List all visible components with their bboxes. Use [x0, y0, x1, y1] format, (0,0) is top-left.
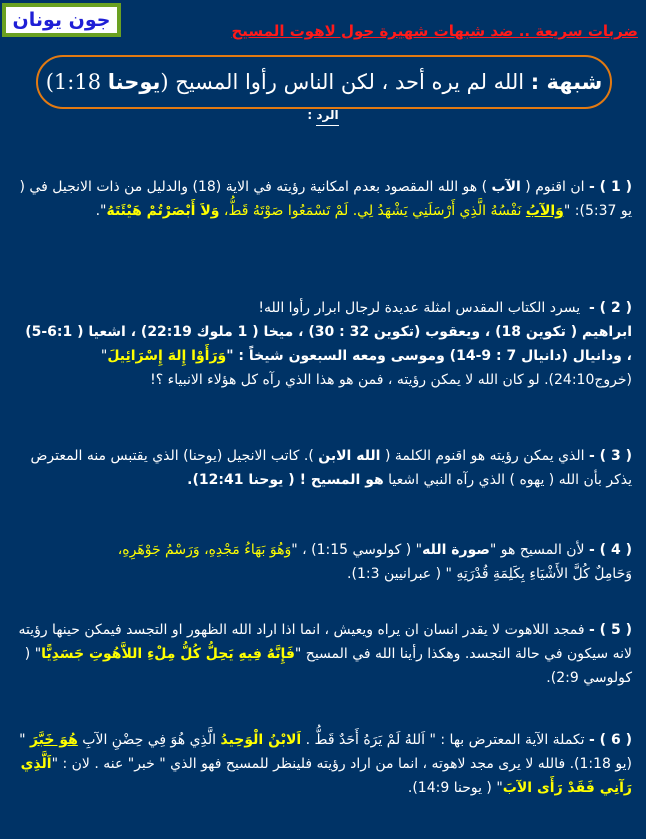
- point-text: ".: [95, 203, 107, 219]
- verse-quote: وَرَأَوْا إِلهَ إِسْرَائِيلَ: [107, 348, 227, 364]
- verse-quote: وَالآبُ: [525, 203, 564, 219]
- point-bold-text: هو المسيح ! ( يوحنا 12:41).: [187, 472, 384, 488]
- point-text: " ( يوحنا 14:9).: [407, 780, 503, 796]
- author-name-box: [2, 3, 121, 37]
- reply-heading: [0, 108, 646, 126]
- doubt-text: الله لم يره أحد ، لكن الناس رأوا المسيح (: [160, 70, 525, 94]
- author-name: جون يونان: [12, 9, 111, 31]
- point-number: ( 1 ) -: [589, 179, 632, 195]
- point-text: ). كاتب الانجيل (يوحنا) الذي يقتبس منه المعترض يذكر بأن الله ( يهوه ) الذي رآه النبي اشعيا: [30, 448, 632, 488]
- verse-quote: نَفْسُهُ الَّذِي أَرْسَلَنِي يَشْهَدُ لِي. لَمْ تَسْمَعُوا صَوْتَهُ قَطُّ،: [219, 203, 526, 219]
- verse-quote: وَلاَ أَبْصَرْتُمْ هَيْئَتَهُ: [106, 203, 220, 219]
- point-bold-text: الآب: [491, 179, 521, 195]
- doubt-ref-verse: 1:18): [45, 70, 102, 94]
- point-number: ( 3 ) -: [589, 448, 632, 464]
- point-bold-text: صورة الله: [422, 542, 490, 558]
- point-text: " ( كولوسي 2:9).: [24, 646, 632, 686]
- series-title: ضربات سريعة .. ضد شبهات شهيرة حول لاهوت المسيح: [231, 22, 638, 40]
- point-text: تكملة الآية المعترض بها : " اَللهُ لَمْ يَرَهُ أَحَدٌ قَطُّ .: [305, 732, 585, 748]
- doubt-ref-book: يوحنا: [107, 70, 161, 94]
- point-5: [18, 618, 632, 690]
- reply-label: الرد: [316, 108, 338, 126]
- verse-quote: هُوَ خَبَّرَ: [29, 732, 78, 748]
- point-text: ) هو الله المقصود بعدم امكانية رؤيته في الاية (18) والدليل من ذات الانجيل في ( يو 5:37): ": [19, 179, 632, 219]
- point-text: فمجد اللاهوت لا يقدر انسان ان يراه ويعيش ، انما اذا اراد الله الظهور او التجسد فيمكن حينها رؤيته لانه سيكون في حالة التجسد. وهكذا رأينا الله في المسيح ": [18, 622, 632, 662]
- point-text: " (خروج24:10). لو كان الله لا يمكن رؤيته ، فمن هو هذا الذي رآه كل هؤلاء الانبياء ؟!: [100, 348, 632, 388]
- verse-quote: اَلَّذِي رَآنِي فَقَدْ رَأَى الآبَ: [20, 756, 632, 796]
- doubt-statement-oval: [36, 55, 612, 109]
- point-number: ( 5 ) -: [589, 622, 632, 638]
- point-text: " (يو 1:18). فالله لا يرى مجد لاهوته ، انما من اراد رؤيته فلينظر للمسيح فهو الذي " خبر" عنه . لان : ": [19, 732, 632, 772]
- point-text: لأن المسيح هو ": [489, 542, 585, 558]
- point-6: [18, 728, 632, 800]
- point-2: [18, 296, 632, 392]
- point-bold-text: ابراهيم ( تكوين 18) ، ويعقوب (تكوين 32 : 30) ، ميخا ( 1 ملوك 22:19) ، اشعيا ( 6:1-5) ، ودانيال (دانيال 7 : 9-14) وموسى ومعه السبعون شيخاً : ": [25, 324, 632, 364]
- point-text: يسرد الكتاب المقدس امثلة عديدة لرجال ابرار رأوا الله!: [258, 300, 581, 316]
- reply-colon: :: [307, 108, 313, 122]
- verse-quote: وَهُوَ بَهَاءُ مَجْدِهِ، وَرَسْمُ جَوْهَرِهِ،: [117, 542, 292, 558]
- point-text: " ( كولوسي 1:15) ، ": [291, 542, 423, 558]
- point-text: الذي يمكن رؤيته هو اقنوم الكلمة (: [384, 448, 585, 464]
- point-3: [18, 444, 632, 492]
- point-text: وَحَامِلٌ كُلَّ الأَشْيَاءِ بِكَلِمَةِ قُدْرَتِهِ " ( عبرانيين 1:3).: [347, 566, 632, 582]
- point-1: [18, 175, 632, 223]
- point-text: ان اقنوم (: [525, 179, 585, 195]
- point-text: الَّذِي هُوَ فِي حِضْنِ الآبِ: [82, 732, 217, 748]
- doubt-label: شبهة :: [530, 70, 603, 94]
- point-number: ( 6 ) -: [589, 732, 632, 748]
- verse-quote: فَإِنَّهُ فِيهِ يَحِلُّ كُلُّ مِلْءِ اللاَّهُوتِ جَسَدِيًّا: [41, 646, 295, 662]
- point-4: [18, 538, 632, 586]
- point-bold-text: الله الابن: [318, 448, 381, 464]
- verse-quote: اَلابْنُ الْوَحِيدُ: [220, 732, 302, 748]
- point-number: ( 4 ) -: [589, 542, 632, 558]
- point-number: ( 2 ) -: [589, 300, 632, 316]
